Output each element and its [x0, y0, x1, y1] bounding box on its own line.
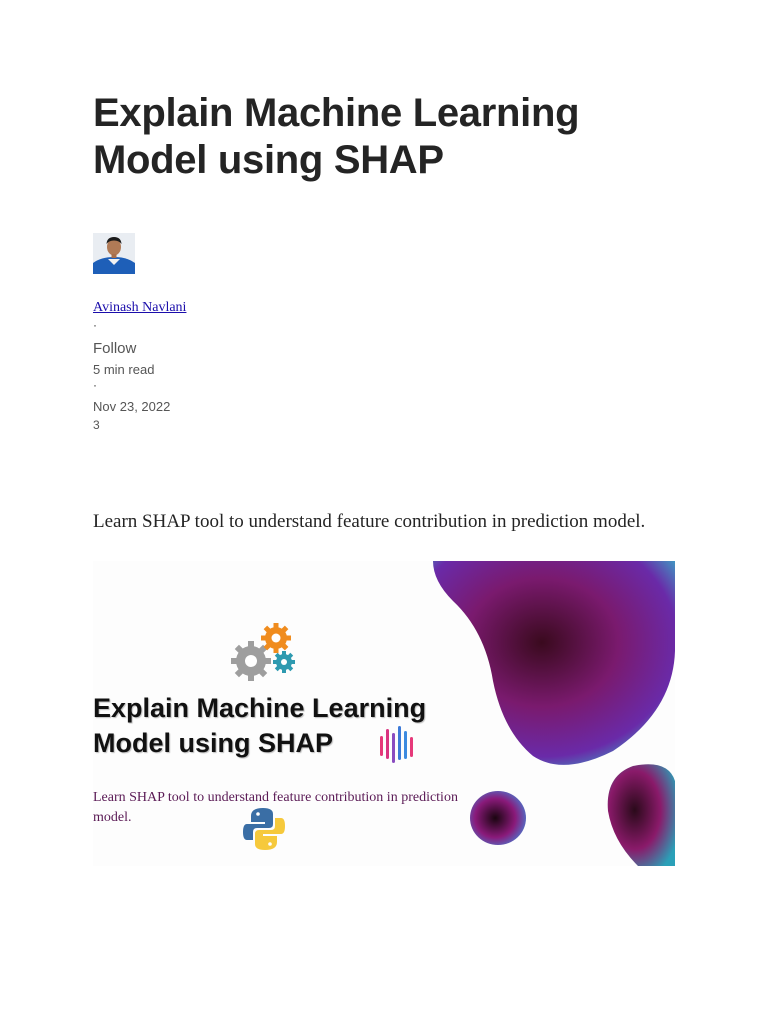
hero-image: [93, 561, 675, 866]
author-name-link[interactable]: Avinash Navlani: [93, 300, 187, 315]
separator-dot: ·: [93, 378, 97, 392]
hero-heading: Explain Machine Learning Model using SHAP: [93, 693, 427, 758]
follow-button[interactable]: Follow: [93, 340, 137, 357]
separator-dot: ·: [93, 318, 97, 332]
read-time: 5 min read: [93, 362, 155, 377]
hero-tagline: Learn SHAP tool to understand feature contribution in prediction model.: [93, 790, 458, 825]
publish-date: Nov 23, 2022: [93, 399, 171, 414]
decorative-blob-small: [470, 791, 526, 845]
gears-icon: [231, 623, 295, 681]
clap-count[interactable]: 3: [93, 418, 100, 432]
decorative-blob-right: [608, 764, 675, 866]
article-title: Explain Machine Learning Model using SHAP: [93, 91, 580, 182]
article-subtitle: Learn SHAP tool to understand feature contribution in prediction model.: [93, 511, 646, 532]
author-avatar[interactable]: [93, 233, 135, 274]
